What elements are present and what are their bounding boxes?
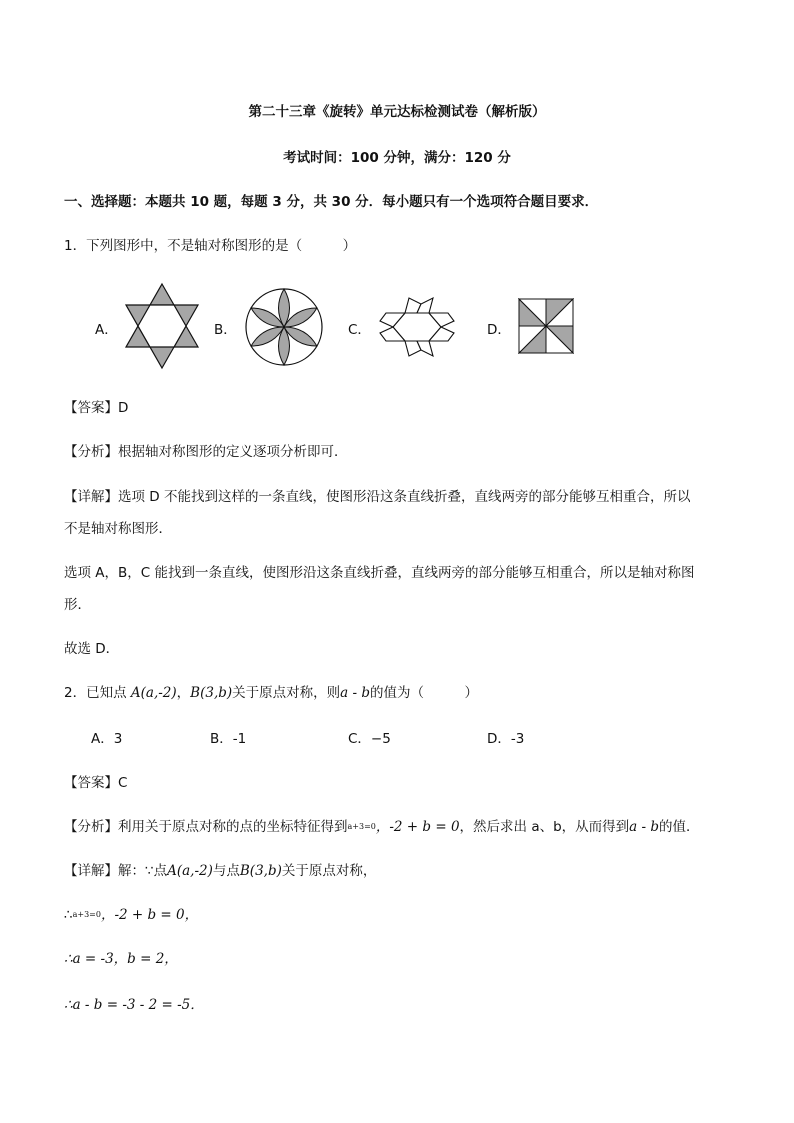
q1-option-c-label[interactable]: C． xyxy=(348,322,371,338)
q1-conclusion: 故选 D． xyxy=(64,641,120,657)
q2-step3: ∴a - b = -3 - 2 = -5． xyxy=(64,997,204,1013)
star-of-david-figure xyxy=(124,282,200,370)
q2-stem xyxy=(64,684,478,702)
analysis-label: 【分析】 xyxy=(64,444,118,460)
q1-detail-line3: 选项 A，B，C 能找到一条直线，使图形沿这条直线折叠，直线两旁的部分能够互相重合，所以是轴对称图 xyxy=(64,565,695,581)
q1-analysis xyxy=(64,443,348,461)
exam-info: 考试时间：100 分钟，满分：120 分 xyxy=(283,150,511,166)
analysis-eq2: ，-2 + b = 0 xyxy=(375,819,460,835)
detail-label: 【详解】 xyxy=(64,863,118,879)
therefore-symbol: ∴ xyxy=(64,907,73,923)
detail-point-b: B(3,b) xyxy=(239,863,282,879)
answer-value: D xyxy=(118,400,129,416)
expr-a-minus-b: a - b xyxy=(340,685,370,701)
q2-step2: ∴a = -3，b = 2， xyxy=(64,951,178,967)
q2-stem-prefix: 2．已知点 xyxy=(64,685,131,701)
hexagon-rhombus-figure xyxy=(378,292,456,362)
q1-detail-line1 xyxy=(64,488,690,506)
detail-point-a: A(a,-2) xyxy=(167,863,213,879)
detail-text: 选项 D 不能找到这样的一条直线，使图形沿这条直线折叠，直线两旁的部分能够互相重合，所以 xyxy=(118,489,691,505)
q2-detail xyxy=(64,862,376,880)
point-a: A(a,-2) xyxy=(130,685,177,701)
q2-answer xyxy=(64,774,127,792)
q1-answer xyxy=(64,399,128,417)
page-title: 第二十三章《旋转》单元达标检测试卷（解析版） xyxy=(248,104,546,120)
answer-value: C xyxy=(118,775,128,791)
detail-mid: 与点 xyxy=(212,863,240,879)
q2-stem-suffix: 的值为（ ） xyxy=(370,685,478,701)
detail-suffix: 关于原点对称， xyxy=(281,863,377,879)
analysis-pre: 利用关于原点对称的点的坐标特征得到 xyxy=(118,819,348,835)
q2-separator: ， xyxy=(176,685,191,701)
q2-analysis xyxy=(64,818,700,836)
q1-option-a-label[interactable]: A． xyxy=(95,322,118,338)
q1-detail-line2: 不是轴对称图形． xyxy=(64,521,172,537)
q2-option-b[interactable]: B．-1 xyxy=(210,731,247,747)
detail-pre: 解：∵点 xyxy=(118,863,168,879)
analysis-text: 根据轴对称图形的定义逐项分析即可． xyxy=(118,444,348,460)
q2-option-d[interactable]: D．-3 xyxy=(487,731,525,747)
answer-label: 【答案】 xyxy=(64,400,118,416)
analysis-label: 【分析】 xyxy=(64,819,118,835)
section-heading: 一、选择题：本题共 10 题，每题 3 分，共 30 分．每小题只有一个选项符合题目要求． xyxy=(64,194,599,210)
q2-option-a[interactable]: A．3 xyxy=(91,731,123,747)
flower-circle-figure xyxy=(244,287,324,367)
point-b: B(3,b) xyxy=(190,685,233,701)
analysis-suffix: 的值． xyxy=(659,819,700,835)
q2-option-c[interactable]: C．−5 xyxy=(348,731,391,747)
analysis-mid: ，然后求出 a、b，从而得到 xyxy=(459,819,630,835)
analysis-eq1: a+3=0 xyxy=(347,822,376,831)
q1-option-d-label[interactable]: D． xyxy=(487,322,511,338)
q1-detail-line4: 形． xyxy=(64,597,91,613)
q1-stem: 1．下列图形中，不是轴对称图形的是（ ） xyxy=(64,238,357,254)
q1-option-b-label[interactable]: B． xyxy=(214,322,237,338)
pinwheel-figure xyxy=(518,298,574,354)
step1-eq2: ，-2 + b = 0， xyxy=(100,907,199,923)
q2-step1 xyxy=(64,906,198,924)
analysis-expr: a - b xyxy=(629,819,660,835)
answer-label: 【答案】 xyxy=(64,775,118,791)
q2-stem-mid: 关于原点对称，则 xyxy=(232,685,341,701)
step1-eq1: a+3=0 xyxy=(72,910,101,919)
detail-label: 【详解】 xyxy=(64,489,118,505)
